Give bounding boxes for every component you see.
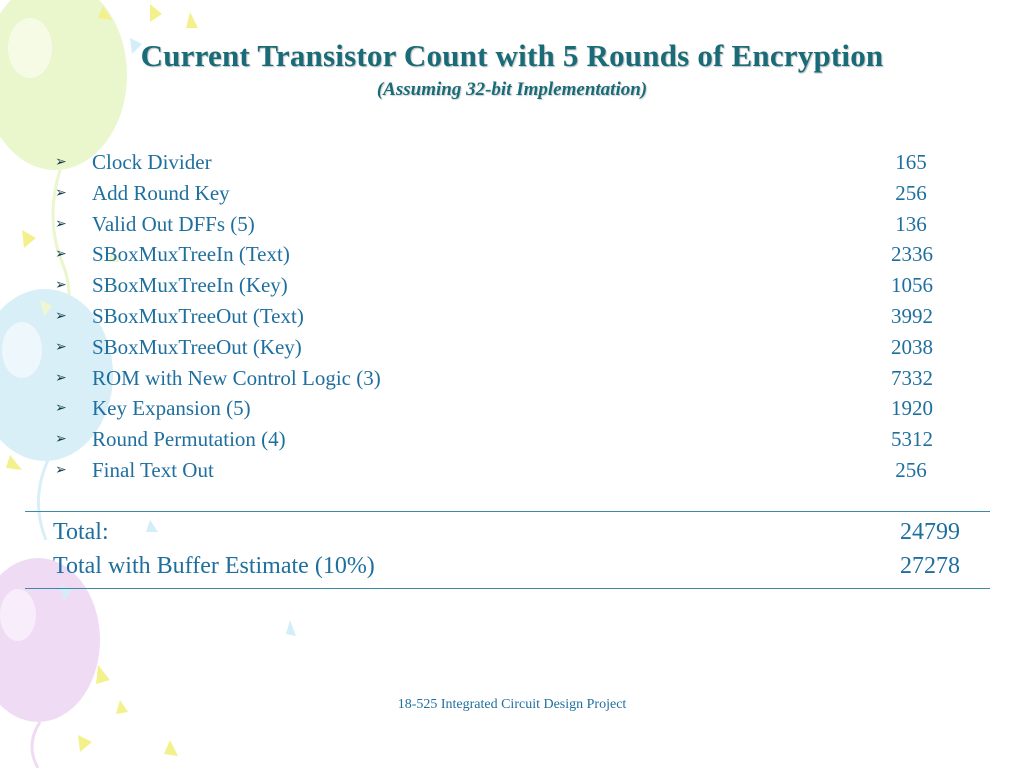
list-item [55, 270, 955, 301]
list-item [55, 209, 955, 240]
item-value: 165 [895, 150, 927, 174]
item-value: 136 [895, 211, 927, 236]
arrow-bullet-icon: ➢ [55, 400, 67, 417]
item-value: 2038 [891, 334, 933, 359]
item-value: 256 [895, 457, 927, 482]
item-value: 2336 [891, 242, 933, 267]
arrow-bullet-icon: ➢ [55, 154, 67, 170]
item-label: Clock Divider [92, 150, 212, 174]
item-label: Valid Out DFFs (5) [92, 211, 255, 236]
item-label: ROM with New Control Logic (3) [92, 365, 381, 390]
item-label: Add Round Key [92, 180, 230, 205]
arrow-bullet-icon: ➢ [55, 461, 67, 478]
item-value: 3992 [891, 303, 933, 328]
item-value: 1920 [891, 396, 933, 421]
list-item [55, 178, 955, 209]
list-item [55, 332, 955, 363]
arrow-bullet-icon: ➢ [55, 246, 67, 263]
arrow-bullet-icon: ➢ [55, 431, 67, 448]
item-label: Final Text Out [92, 457, 214, 482]
arrow-bullet-icon: ➢ [55, 369, 67, 386]
purple-balloon-icon [0, 558, 100, 768]
arrow-bullet-icon: ➢ [55, 277, 67, 294]
item-value: 256 [895, 180, 927, 205]
total-row [53, 515, 963, 549]
item-label: SBoxMuxTreeOut (Text) [92, 303, 304, 328]
item-value: 7332 [891, 365, 933, 390]
buffer-total-value: 27278 [900, 553, 960, 579]
buffer-total-label: Total with Buffer Estimate (10%) [53, 553, 375, 579]
item-value: 5312 [891, 427, 933, 452]
divider-top [25, 511, 990, 512]
total-label: Total: [53, 519, 109, 545]
item-label: Key Expansion (5) [92, 396, 251, 421]
divider-bottom [25, 588, 990, 589]
list-item [55, 424, 955, 455]
slide-footer: 18-525 Integrated Circuit Design Project [397, 697, 627, 712]
list-item [55, 455, 955, 486]
slide-subtitle: (Assuming 32-bit Implementation) [376, 79, 648, 100]
list-item [55, 147, 955, 178]
list-item [55, 301, 955, 332]
arrow-bullet-icon: ➢ [55, 215, 67, 232]
arrow-bullet-icon: ➢ [55, 184, 67, 201]
item-label: SBoxMuxTreeIn (Text) [92, 242, 290, 267]
list-item [55, 239, 955, 270]
item-value: 1056 [891, 273, 933, 298]
buffer-total-row [53, 549, 963, 583]
item-label: Round Permutation (4) [92, 427, 286, 452]
list-item [55, 393, 955, 424]
list-item [55, 363, 955, 394]
slide-title: Current Transistor Count with 5 Rounds of Encryption [140, 38, 884, 73]
arrow-bullet-icon: ➢ [55, 307, 67, 324]
item-label: SBoxMuxTreeOut (Key) [92, 334, 302, 359]
total-value: 24799 [900, 519, 960, 545]
arrow-bullet-icon: ➢ [55, 338, 67, 355]
item-label: SBoxMuxTreeIn (Key) [92, 273, 288, 298]
transistor-count-list [55, 147, 955, 486]
